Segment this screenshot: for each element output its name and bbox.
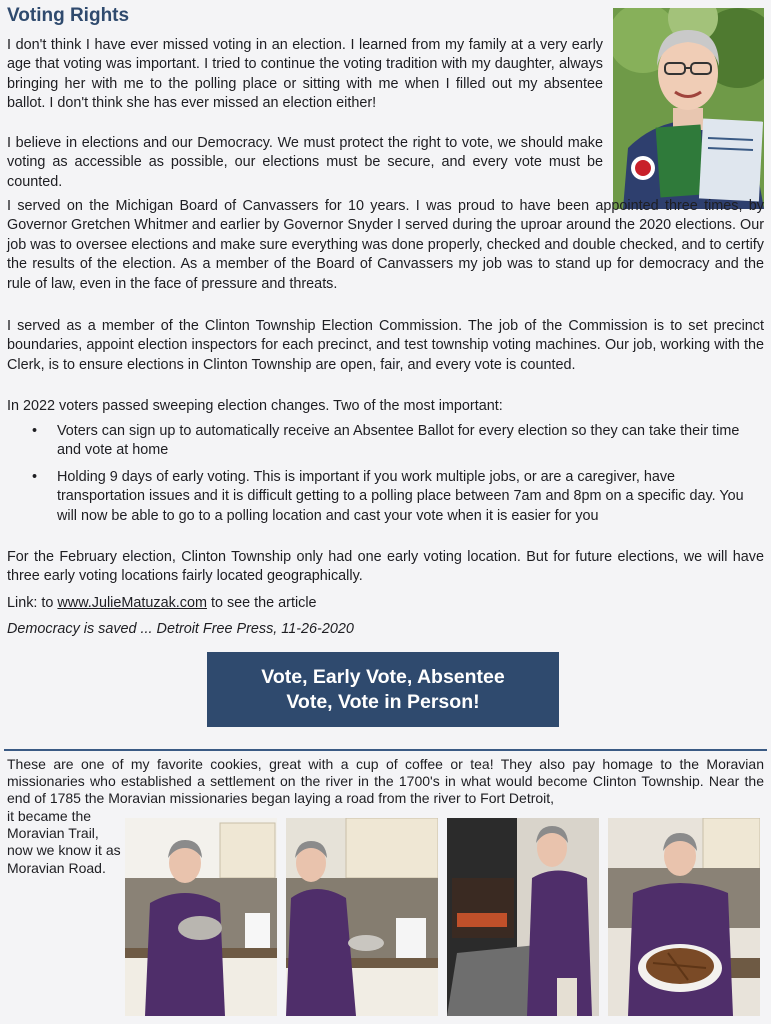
kitchen-photo-stirring xyxy=(286,818,438,1016)
kitchen-photo-finished-cookies xyxy=(608,818,760,1016)
list-item xyxy=(7,468,764,526)
article-citation: Democracy is saved ... Detroit Free Press, 11-26-2020 xyxy=(7,621,354,637)
link-prefix: Link: to xyxy=(7,595,58,611)
cookie-paragraph-continued: it became the Moravian Trail, now we know it as Moravian Road. xyxy=(7,808,121,876)
portrait-photo-with-ballot xyxy=(613,8,764,209)
section-title: Voting Rights xyxy=(7,5,130,26)
list-item-text: Holding 9 days of early voting. This is important if you work multiple jobs, or are a caregiver, have transportation issues and it is difficult getting to a polling place between 7am and 8pm on a specific day. You will now be able to go to a polling location and cast your vote when it is easier for you xyxy=(57,468,744,524)
kitchen-photo-oven xyxy=(447,818,599,1016)
paragraph-democracy-belief: I believe in elections and our Democracy. We must protect the right to vote, we should make voting as accessible as possible, our elections must be secure, and every vote must be counted. xyxy=(7,135,603,190)
website-link[interactable]: www.JulieMatuzak.com xyxy=(57,595,207,611)
paragraph-election-commission: I served as a member of the Clinton Township Election Commission. The job of the Commission is to set precinct boundaries, appoint election inspectors for each precinct, and test township voting machines. Our job, working with the Clerk, is to ensure elections in Clinton Township are open, fair, and every vote is counted. xyxy=(7,318,764,373)
bullet-marker: • xyxy=(32,468,38,485)
list-item xyxy=(7,422,764,461)
vote-banner xyxy=(207,652,559,727)
kitchen-photo-mixing xyxy=(125,818,277,1016)
paragraph-board-of-canvassers: I served on the Michigan Board of Canvassers for 10 years. I was proud to have been appointed three times, by Governor Gretchen Whitmer and earlier by Governor Snyder I served during the uproar around the 2020 elections. Our job was to oversee elections and make sure everything was done properly, checked and double checked, and to certify the results of the election. As a member of the Board of Canvassers my job was to stand up for democracy and the rule of law, even in the face of pressure and threats. xyxy=(7,198,764,292)
paragraph-election-changes-intro: In 2022 voters passed sweeping election changes. Two of the most important: xyxy=(7,398,503,414)
link-suffix: to see the article xyxy=(206,595,317,611)
cookie-paragraph: These are one of my favorite cookies, great with a cup of coffee or tea! They also pay homage to the Moravian missionaries who established a settlement on the river in the 1700's in what would become Clinton Township. Near the end of 1785 the Moravian missionaries began laying a road from the river to Fort Detroit, xyxy=(7,756,764,807)
election-changes-list xyxy=(7,422,764,533)
section-divider xyxy=(4,749,767,751)
banner-line-1: Vote, Early Vote, Absentee xyxy=(261,665,505,688)
paragraph-voting-history: I don't think I have ever missed voting in an election. I learned from my family at a very early age that voting was important. I tried to continue the voting tradition with my daughter, always bringing her with me to the polling place or sitting with me when I filled out my absentee ballot. I don't think she has ever missed an election either! xyxy=(7,37,603,112)
paragraph-early-voting-locations: For the February election, Clinton Township only had one early voting location. But for future elections, we will have three early voting locations fairly located geographically. xyxy=(7,549,764,585)
list-item-text: Voters can sign up to automatically receive an Absentee Ballot for every election so they can take their time and vote at home xyxy=(57,423,740,459)
banner-line-2: Vote, Vote in Person! xyxy=(286,690,480,713)
bullet-marker: • xyxy=(32,423,38,439)
article-link-line xyxy=(7,594,764,613)
